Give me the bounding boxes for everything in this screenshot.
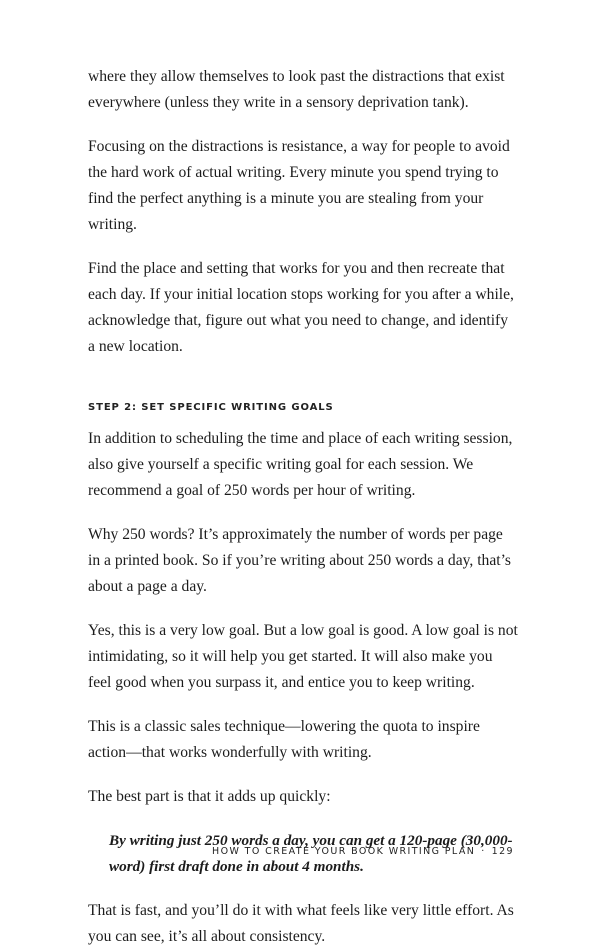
running-title: HOW TO CREATE YOUR BOOK WRITING PLAN (212, 846, 476, 857)
body-paragraph: Yes, this is a very low goal. But a low goal is good. A low goal is not intimidating, so it will help you get started. It will also make you feel good when you surpass it, and entice you to keep writing. (88, 622, 518, 691)
pull-quote: By writing just 250 words a day, you can get a 120-page (30,000-word) first draft done in about 4 months. (109, 832, 513, 875)
section-heading: STEP 2: SET SPECIFIC WRITING GOALS (88, 402, 334, 413)
body-paragraph: Why 250 words? It’s approximately the number of words per page in a printed book. So if you’re writing about 250 words a day, that’s about a page a day. (88, 526, 511, 595)
body-paragraph: Find the place and setting that works for you and then recreate that each day. If your initial location stops working for you after a while, acknowledge that, figure out what you need to change, and identify a new location. (88, 260, 514, 355)
page-body (88, 64, 518, 950)
body-paragraph: In addition to scheduling the time and place of each writing session, also give yourself a specific writing goal for each session. We recommend a goal of 250 words per hour of writing. (88, 430, 513, 499)
page-footer (212, 846, 514, 857)
body-paragraph: This is a classic sales technique—lowering the quota to inspire action—that works wonderfully with writing. (88, 718, 480, 761)
body-paragraph: where they allow themselves to look past the distractions that exist everywhere (unless they write in a sensory deprivation tank). (88, 68, 505, 111)
page-number: 129 (491, 846, 514, 857)
footer-separator: · (481, 846, 486, 857)
body-paragraph: The best part is that it adds up quickly: (88, 788, 331, 805)
body-paragraph: That is fast, and you’ll do it with what feels like very little effort. As you can see, it’s all about consistency. (88, 902, 514, 945)
body-paragraph: Focusing on the distractions is resistance, a way for people to avoid the hard work of actual writing. Every minute you spend trying to find the perfect anything is a minute you are stealing from your writing. (88, 138, 510, 233)
